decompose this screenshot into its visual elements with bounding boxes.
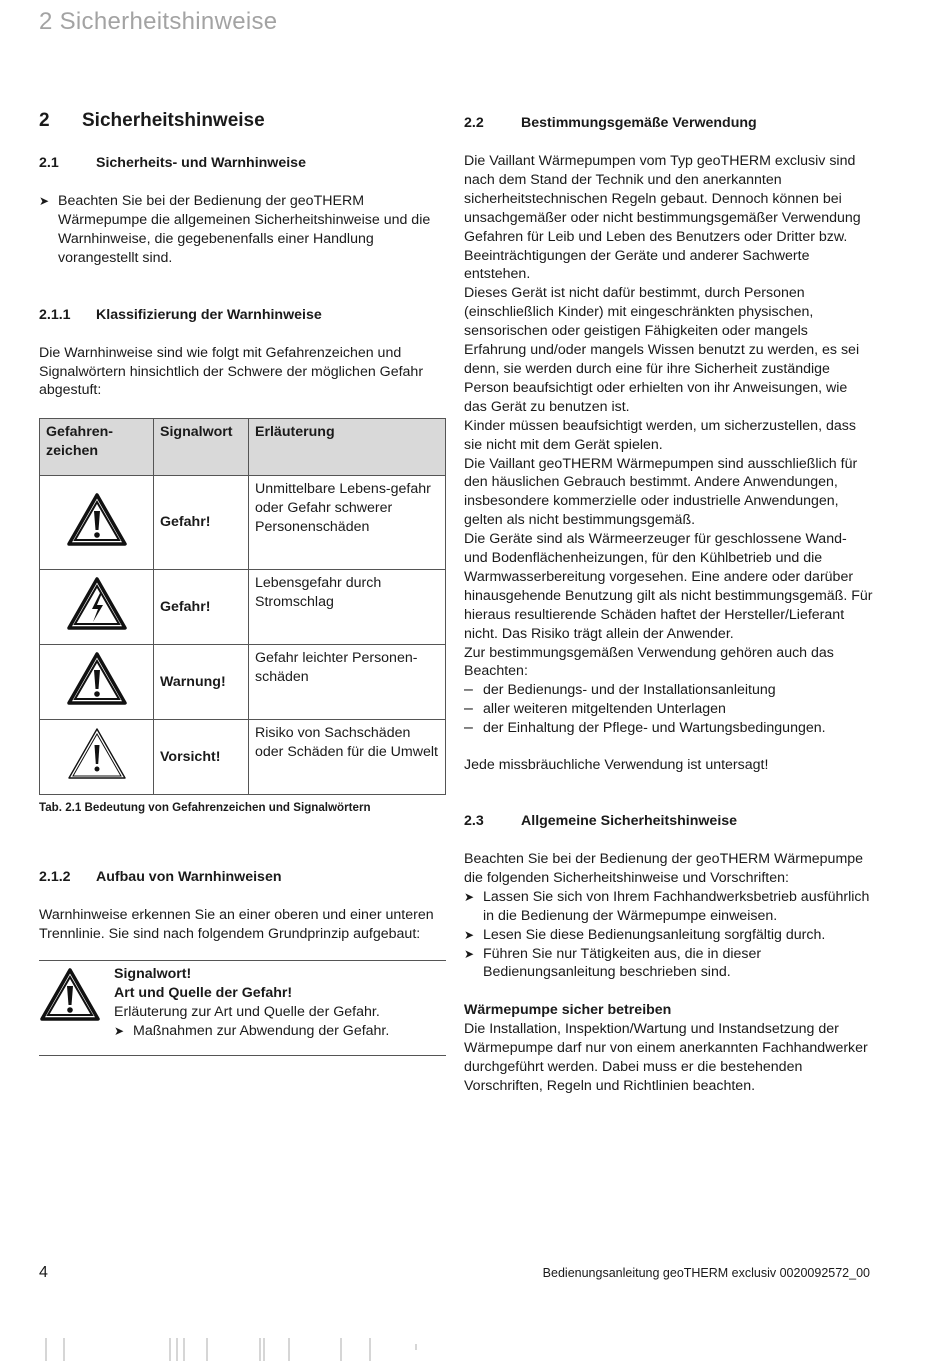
section-title: Sicherheits- und Warnhinweise xyxy=(96,155,306,171)
paragraph: Die Installation, Inspektion/Wartung und Instandsetzung der Wärmepumpe darf nur von einem anerkannten Fachhandwerker durchgeführt werden. Dabei muss er die bestehenden Vorschriften, Regeln und Richtlinien beachten. xyxy=(464,1021,868,1094)
table-caption: Tab. 2.1 Bedeutung von Gefahrenzeichen und Signalwörtern xyxy=(39,801,371,815)
paragraph: Die Vaillant geoTHERM Wärmepumpen sind ausschließlich für den häuslichen Gebrauch bestimmt. Andere Anwendungen, insbesondere kommerzielle oder industrielle Anwendungen, gelten als nicht bestimmungsgemäß. xyxy=(464,455,858,529)
signal-word-line: Signalwort! xyxy=(114,966,192,983)
section-2-2-heading xyxy=(464,114,874,133)
explanation-line: Erläuterung zur Art und Quelle der Gefahr. xyxy=(114,1003,380,1020)
section-number: 2.1.1 xyxy=(39,306,71,323)
hazard-type-line: Art und Quelle der Gefahr! xyxy=(114,985,293,1002)
paragraph: Die Geräte sind als Wärmeerzeuger für geschlossene Wand- und Bodenflächenheizungen, für den Kühlbetrieb und die Warmwasserbereitung vorgesehen. Eine andere oder darüber hinausgehende Benutzung gilt als nicht bestimmungsgemäß. Für hieraus resultierende Schäden haftet der Hersteller/Lieferant nicht. Das Risiko trägt allein der Anwender. xyxy=(464,531,873,642)
footer-document-title: Bedienungsanleitung geoTHERM exclusiv 0020092572_00 xyxy=(542,1266,870,1280)
subheading: Wärmepumpe sicher betreiben xyxy=(464,1002,672,1019)
column-header: Gefahren-zeichen xyxy=(40,419,154,476)
right-column xyxy=(464,114,874,1096)
explanation: Lebensgefahr durch Stromschlag xyxy=(249,570,446,645)
explanation: Gefahr leichter Personen-schäden xyxy=(249,645,446,720)
measure-line: ➤ Maßnahmen zur Abwendung der Gefahr. xyxy=(114,1022,390,1039)
paragraph: Jede missbräuchliche Verwendung ist untersagt! xyxy=(464,757,769,774)
arrow-bullet-icon: ➤ xyxy=(114,1023,125,1038)
instruction-item: ➤ Lassen Sie sich von Ihrem Fachhandwerksbetrieb ausführlich in die Bedienung der Wärmepumpe einweisen. xyxy=(464,888,870,924)
instruction-text: Beachten Sie bei der Bedienung der geoTHERM Wärmepumpe die allgemeinen Sicherheitshinweise und die Warnhinweise, die gegebenenfalls einer Handlung vorangestellt sind. xyxy=(58,193,431,266)
arrow-bullet-icon: ➤ xyxy=(464,946,475,961)
table-row xyxy=(40,645,446,720)
list-item: – der Bedienungs- und der Installationsanleitung xyxy=(464,681,776,699)
section-number: 2.1.2 xyxy=(39,869,71,886)
section-2-1-heading xyxy=(39,154,446,173)
explanation: Risiko von Sachschäden oder Schäden für die Umwelt xyxy=(249,720,446,795)
section-2-1-2-heading xyxy=(39,868,446,887)
exclamation-warning-icon xyxy=(40,476,154,570)
section-number: 2.1 xyxy=(39,155,59,171)
chapter-number: 2 xyxy=(39,110,50,131)
explanation: Unmittelbare Lebens-gefahr oder Gefahr schwerer Personenschäden xyxy=(249,476,446,570)
section-title: Aufbau von Warnhinweisen xyxy=(96,869,282,886)
exclamation-warning-icon xyxy=(39,965,114,1041)
section-number: 2.3 xyxy=(464,813,484,829)
electric-shock-warning-icon xyxy=(40,570,154,645)
warning-example-box xyxy=(39,960,446,1056)
arrow-bullet-icon: ➤ xyxy=(464,889,475,904)
column-header: Erläuterung xyxy=(249,419,446,476)
page-number: 4 xyxy=(39,1264,48,1281)
signal-word: Gefahr! xyxy=(154,476,249,570)
paragraph: Dieses Gerät ist nicht dafür bestimmt, durch Personen (einschließlich Kinder) mit eingeschränkten physischen, sensorischen oder geistigen Fähigkeiten oder mangels Erfahrung und/oder mangels Wissen benutzt zu werden, es sei denn, sie werden durch eine für ihre Sicherheit zuständige Person beaufsichtigt oder erhielten von ihr Anweisungen, wie das Gerät zu benutzen ist. xyxy=(464,285,860,415)
warning-example-text xyxy=(114,965,389,1041)
arrow-bullet-icon: ➤ xyxy=(39,194,50,208)
arrow-bullet-icon: ➤ xyxy=(464,927,475,942)
instruction-item: ➤ Führen Sie nur Tätigkeiten aus, die in dieser Bedienungsanleitung beschrieben sind. xyxy=(464,945,762,981)
instruction-item xyxy=(39,192,446,268)
print-marks xyxy=(0,1336,950,1361)
paragraph: Beachten Sie bei der Bedienung der geoTHERM Wärmepumpe die folgenden Sicherheitshinweise und Vorschriften: xyxy=(464,851,864,886)
paragraph: Zur bestimmungsgemäßen Verwendung gehören auch das Beachten: xyxy=(464,644,834,680)
hazard-table xyxy=(39,418,446,795)
signal-word: Vorsicht! xyxy=(154,720,249,795)
list-item: – aller weiteren mitgeltenden Unterlagen xyxy=(464,700,726,718)
section-number: 2.2 xyxy=(464,115,484,131)
paragraph: Die Vaillant Wärmepumpen vom Typ geoTHERM exclusiv sind nach dem Stand der Technik und den anerkannten sicherheitstechnischen Regeln gebaut. Dennoch können bei unsachgemäßer oder nicht bestimmungsgemäßer Verwendung Gefahren für Leib und Leben des Benutzers oder Dritter bzw. Beeinträchtigungen der Geräte und anderer Sachwerte entstehen. xyxy=(464,153,861,283)
table-row xyxy=(40,720,446,795)
section-title: Klassifizierung der Warnhinweise xyxy=(96,306,322,323)
table-row xyxy=(40,570,446,645)
exclamation-warning-icon xyxy=(40,645,154,720)
paragraph: Kinder müssen beaufsichtigt werden, um sicherzustellen, dass sie nicht mit dem Gerät spielen. xyxy=(464,417,856,453)
signal-word: Gefahr! xyxy=(154,570,249,645)
paragraph: Die Warnhinweise sind wie folgt mit Gefahrenzeichen und Signalwörtern hinsichtlich der Schwere der möglichen Gefahr abgestuft: xyxy=(39,344,424,399)
column-header: Signalwort xyxy=(154,419,249,476)
instruction-item: ➤ Lesen Sie diese Bedienungsanleitung sorgfältig durch. xyxy=(464,926,826,943)
exclamation-caution-outline-icon xyxy=(40,720,154,795)
chapter-heading xyxy=(39,108,446,134)
section-2-3-heading xyxy=(464,812,874,831)
list-item: – der Einhaltung der Pflege- und Wartungsbedingungen. xyxy=(464,719,826,737)
signal-word: Warnung! xyxy=(154,645,249,720)
left-column xyxy=(39,108,446,1056)
section-title: Bestimmungsgemäße Verwendung xyxy=(521,115,757,131)
section-2-1-1-heading xyxy=(39,306,446,325)
table-header-row xyxy=(40,419,446,476)
chapter-title: Sicherheitshinweise xyxy=(82,110,265,131)
running-header: 2 Sicherheitshinweise xyxy=(39,8,278,35)
paragraph: Warnhinweise erkennen Sie an einer oberen und einer unteren Trennlinie. Sie sind nach folgendem Grundprinzip aufgebaut: xyxy=(39,907,434,943)
table-row xyxy=(40,476,446,570)
section-title: Allgemeine Sicherheitshinweise xyxy=(521,813,738,829)
